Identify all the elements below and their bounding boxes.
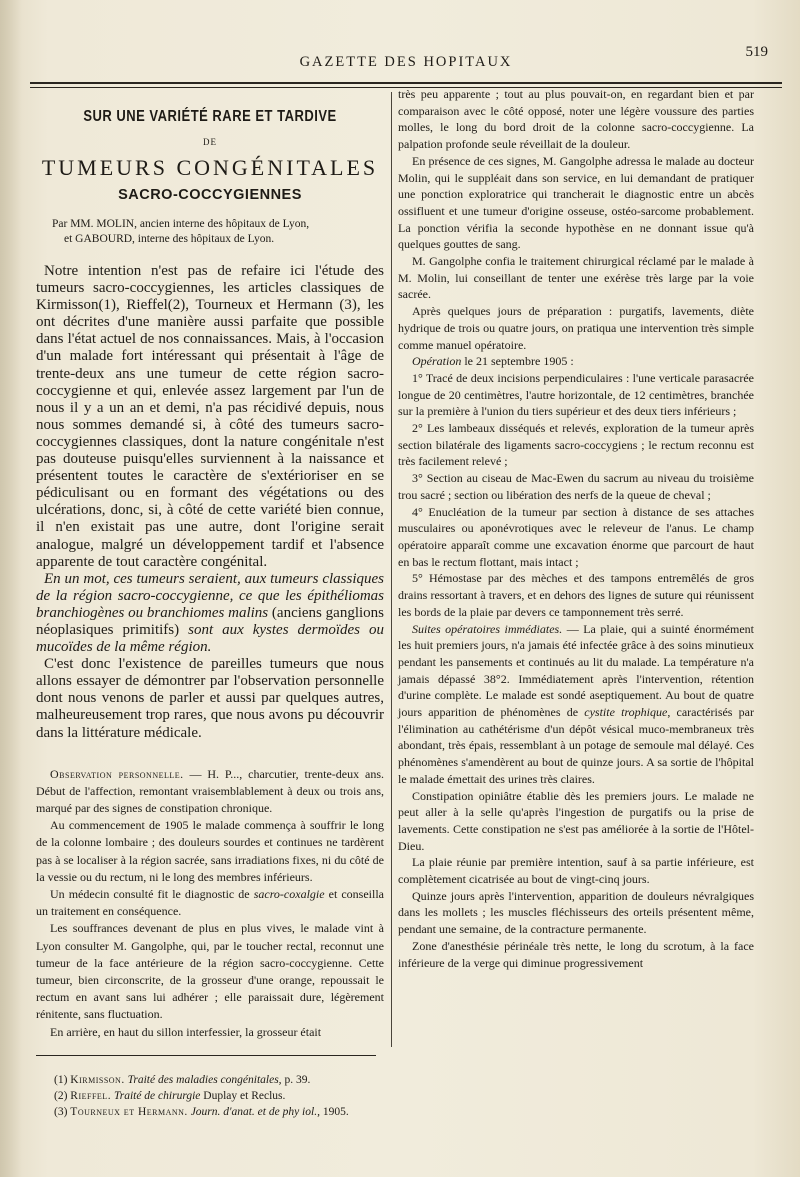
- article-de: DE: [203, 137, 217, 147]
- article-subtitle: SACRO-COCCYGIENNES: [118, 187, 302, 203]
- right-paragraph-4: Après quelques jours de préparation : purgatifs, lavements, diète hydrique de trois ou quatre jours, on pratiqua une intervention très simple comme manuel opératoire.: [398, 304, 754, 352]
- suites-text-a: — La plaie, qui a suinté énormément les huit premiers jours, n'a jamais été infectée grâce à des soins minutieux pendant les pansements et continués au lit du malade. La température n'a jamais dépassé 38°2. Immédiatement après l'intervention, rétention d'urine complète. Le malade est sondé aseptiquement. Au bout de quatre jours apparition de phénomènes de: [398, 621, 754, 720]
- article-kicker: SUR UNE VARIÉTÉ RARE ET TARDIVE: [83, 106, 337, 125]
- right-paragraph-1: très peu apparente ; tout au plus pouvait-on, en regardant bien et par comparaison avec le côté opposé, noter une légère voussure des parties molles, le long du bord droit de la colonne sacro-coccygienne. La palpation profonde seule réveillait de la douleur.: [398, 87, 754, 152]
- observation-paragraph-1: [36, 766, 384, 818]
- intro-p2-italic-c: sont aux kystes dermoïdes ou mucoïdes de la même région.: [36, 621, 384, 656]
- anesthesie-paragraph: Zone d'anesthésie périnéale très nette, le long du scrotum, à la face inférieure de la verge qui diminue progressivement: [398, 938, 754, 970]
- plaie-paragraph: La plaie réunie par première intention, sauf à sa partie inférieure, est complètement cicatrisée au bout de vingt-cinq jours.: [398, 855, 754, 887]
- observation-p1-text: — H. P..., charcutier, trente-deux ans. Début de l'affection, remontant vraisemblablement à deux ou trois ans, marqué par des signes de constipation chronique.: [36, 766, 384, 816]
- quinze-jours-paragraph: Quinze jours après l'intervention, apparition de douleurs névralgiques dans les mollets ; les muscles fléchisseurs des orteils présentent même, pendant une semaine, de la contracture permanente.: [398, 888, 754, 937]
- observation-label: Observation personnelle.: [50, 766, 184, 781]
- suites-italic: cystite trophique: [584, 705, 668, 720]
- suites-paragraph: [398, 621, 754, 788]
- article-intro: [36, 263, 384, 742]
- journal-title: GAZETTE DES HOPITAUX: [299, 54, 513, 70]
- suites-label: Suites opératoires immédiates.: [412, 621, 563, 636]
- right-column: [398, 86, 754, 971]
- footnote-2-author: Rieffel.: [70, 1089, 112, 1102]
- obs-p3-a: Un médecin consulté fit le diagnostic de: [50, 887, 254, 902]
- footnote-3-num: (3): [54, 1105, 71, 1118]
- intro-p2-italic-a: En un mot, ces tumeurs seraient, aux tumeurs classiques de la région sacro-coccygienne, ce que les épithéliomas branchiogènes ou branchiomes malins: [36, 570, 384, 621]
- operation-date: le 21 septembre 1905 :: [461, 354, 574, 369]
- right-paragraph-2: En présence de ces signes, M. Gangolphe adressa le malade au docteur Molin, qui le suppléait dans son service, en lui demandant de pratiquer une ponction exploratrice qui trancherait le diagnostic entre un abcès ossifluent et une tumeur d'origine osseuse, ostéo-sarcome probablement. La ponction vérifia la seconde hypothèse en ne donnant issue qu'à quelques gouttes de sang.: [398, 153, 754, 252]
- operation-step-3: 3° Section au ciseau de Mac-Ewen du sacrum au niveau du troisième trou sacré ; section ou libération des nerfs de la queue de cheval ;: [398, 471, 754, 502]
- footnote-1-rest: p. 39.: [281, 1073, 311, 1086]
- operation-step-2: 2° Les lambeaux disséqués et relevés, exploration de la tumeur après section bilatérale des ligaments sacro-coccygiens ; le rectum reconnu est très facilement relevé ;: [398, 421, 754, 469]
- operation-step-4: 4° Enucléation de la tumeur par section à distance de ses attaches musculaires ou aponévrotiques avec le releveur de l'anus. Le champ opératoire apparaît comme une excavation énorme que parcourt de haut en bas le rectum flottant, mais intact ;: [398, 504, 754, 569]
- authors-line-1: Par MM. MOLIN, ancien interne des hôpitaux de Lyon,: [52, 218, 310, 230]
- obs-p3-c: et conseilla un traitement en conséquence.: [36, 887, 385, 919]
- observation-paragraph-5: En arrière, en haut du sillon interfessier, la grosseur était: [50, 1024, 322, 1039]
- header-rule: [30, 82, 782, 84]
- footnote-1-author: Kirmisson.: [70, 1073, 125, 1086]
- right-paragraph-3: M. Gangolphe confia le traitement chirurgical réclamé par le malade à M. Molin, lui conseillant de tenter une exérèse très large par la voie sacrée.: [398, 254, 754, 302]
- article-authors: [36, 217, 384, 247]
- authors-line-2: et GABOURD, interne des hôpitaux de Lyon.: [64, 233, 275, 245]
- footnote-3: [54, 1104, 384, 1120]
- footnote-2: [54, 1088, 384, 1104]
- operation-label: Opération: [412, 354, 462, 369]
- footnotes: [36, 1072, 384, 1120]
- intro-paragraph-1: Notre intention n'est pas de refaire ici l'étude des tumeurs sacro-coccygiennes, les articles classiques de Kirmisson(1), Rieffel(2), Tourneux et Hermann (3), les ont décrites d'une manière aussi parfaite que possible dans l'état actuel de nos connaissances. Mais, à l'occasion d'un malade fort intéressant qui présentait à l'âge de trente-deux ans une tumeur de cette région sacro-coccygienne et qui, enlevée assez largement par l'un de nous il y a un an et demi, n'a pas récidivé depuis, nous nous sommes demandé si, à côté des tumeurs sacro-coccygiennes classiques, dont la nature congénitale n'est pas douteuse puisqu'elles surviennent à la naissance et présentent toutes le caractère de s'extérioriser en se pédiculisant ou en formant des végétations ou des ulcérations, donc, si, à côté de cette variété bien connue, il n'en existait pas une autre, dont l'origine serait analogue, malgré un développement tardif et l'absence apparente de tout caractère congénital.: [36, 263, 384, 570]
- footnote-1-num: (1): [54, 1073, 71, 1086]
- footnote-1-title: Traité des maladies congénitales,: [124, 1073, 282, 1086]
- observation-paragraph-3: [36, 886, 384, 920]
- observation-section: [36, 766, 384, 1041]
- page-binding-edge: [0, 0, 22, 1177]
- operation-heading: [398, 353, 754, 370]
- intro-paragraph-3: C'est donc l'existence de pareilles tumeurs que nous allons essayer de démontrer par l'observation personnelle dont nous venons de parler et aussi par quelques autres, malheureusement trop rares, que nous avons pu découvrir dans la littérature médicale.: [36, 656, 384, 741]
- operation-step-1: 1° Tracé de deux incisions perpendiculaires : l'une verticale parasacrée longue de 20 centimètres, l'autre horizontale, de 12 centimètres, branchée sur la première à l'union du tiers supérieur et des deux tiers inférieurs ;: [398, 370, 754, 419]
- footnote-2-num: (2): [54, 1089, 71, 1102]
- obs-p3-italic: sacro-coxalgie: [253, 887, 325, 902]
- footnote-3-author: Tourneux et Hermann.: [70, 1105, 188, 1118]
- column-divider: [391, 92, 392, 1047]
- page-header: [30, 44, 782, 84]
- footnotes-rule: [36, 1055, 376, 1056]
- article-title: TUMEURS CONGÉNITALES: [41, 155, 379, 180]
- suites-text-c: , caractérisés par l'élimination au cathétérisme d'un dépôt vésical muco-membraneux très abondant, très épais, ressemblant à un potage de semoule mal délayé. Ces phénomènes s'amendèrent au bout de quinze jours. A sa sortie de l'hôpital le malade émettait des urines très claires.: [398, 705, 754, 786]
- footnote-1: [54, 1072, 384, 1088]
- footnote-3-rest: 1905.: [319, 1105, 349, 1118]
- intro-paragraph-2: [36, 571, 384, 656]
- left-column: [36, 96, 384, 1120]
- footnote-3-title: Journ. d'anat. et de phy iol.,: [187, 1105, 320, 1118]
- observation-paragraph-4: Les souffrances devenant de plus en plus vives, le malade vint à Lyon consulter M. Gangolphe, qui, par le toucher rectal, reconnut une tumeur de la face antérieure de la région sacro-coccygienne. Cette tumeur, bien circonscrite, de la grosseur d'une orange, repoussait le rectum en avant sans lui adhérer ; elle paraissait dure, légèrement rénitente, sans fluctuation.: [36, 921, 384, 1022]
- intro-p2-roman: (anciens ganglions néoplasiques primitifs): [36, 604, 384, 638]
- constipation-paragraph: Constipation opiniâtre établie dès les premiers jours. Le malade ne peut aller à la selle qu'après l'ingestion de purgatifs ou la prise de lavements. Cette constipation ne s'est pas améliorée à la sortie de l'Hôtel-Dieu.: [398, 788, 754, 853]
- observation-paragraph-2: Au commencement de 1905 le malade commença à souffrir le long de la colonne lombaire ; des douleurs sourdes et continues ne tardèrent pas à se localiser à la région sacrée, sans irradiations fixes, ni du côté de la vessie ou du rectum, ni le long des membres inférieurs.: [36, 818, 384, 884]
- footnote-2-rest: Duplay et Reclus.: [200, 1089, 286, 1102]
- footnote-2-title: Traité de chirurgie: [111, 1089, 201, 1102]
- operation-step-5: 5° Hémostase par des mèches et des tampons entremêlés de gros drains ressortant à travers, et en dehors des lignes de suture qui réunissent les bords de la plaie par devers ce tamponnement très serré.: [398, 571, 754, 619]
- page-number: 519: [745, 44, 768, 60]
